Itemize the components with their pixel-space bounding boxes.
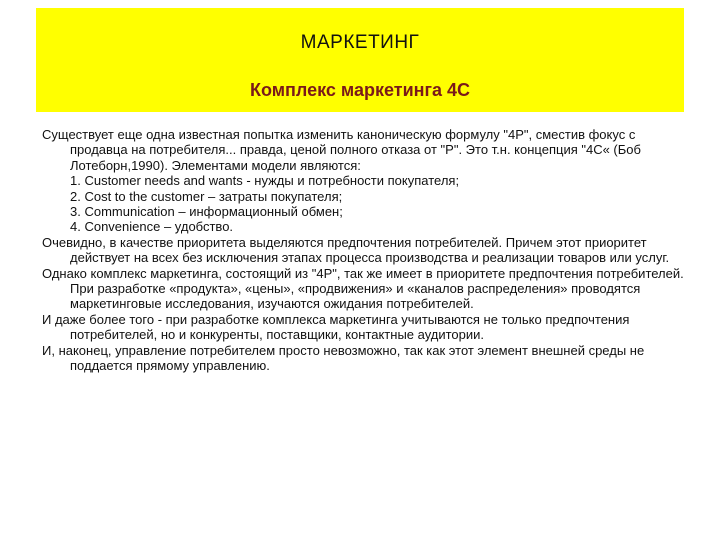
list-item: 3. Communication – информационный обмен;: [70, 204, 343, 220]
body-paragraph: Однако комплекс маркетинга, состоящий из "4Р", так же имеет в приоритете предпочтения потребителей. При разработке «продукта», «цены», «продвижения» и «каналов распределения» проводятся маркетинговые исследования, изучаются ожидания потребителей.: [42, 265, 684, 312]
model-elements-list: [42, 173, 692, 235]
list-item: 4. Convenience – удобство.: [70, 219, 234, 235]
page-subtitle: Комплекс маркетинга 4С: [249, 80, 471, 100]
list-item: 2. Cost to the customer – затраты покупателя;: [70, 188, 343, 204]
intro-paragraph: Существует еще одна известная попытка изменить каноническую формулу "4Р", сместив фокус с продавца на потребителя... правда, ценой полного отказа от "Р". Это т.н. концепция "4С« (Боб Лотеборн,1990). Элементами модели являются:: [42, 127, 641, 173]
body-paragraph: И даже более того - при разработке комплекса маркетинга учитываются не только предпочтения потребителей, но и конкуренты, поставщики, контактные аудитории.: [42, 311, 630, 343]
body-paragraph: Очевидно, в качестве приоритета выделяются предпочтения потребителей. Причем этот приоритет действует на всех без исключения этапах процесса производства и реализации товаров или услуг.: [42, 234, 670, 266]
body-paragraph: И, наконец, управление потребителем просто невозможно, так как этот элемент внешней среды не поддается прямому управлению.: [42, 342, 645, 374]
page-title: МАРКЕТИНГ: [300, 32, 420, 53]
header-band: [36, 8, 684, 112]
list-item: 1. Customer needs and wants - нужды и потребности покупателя;: [70, 173, 460, 189]
body-text: [42, 127, 692, 374]
